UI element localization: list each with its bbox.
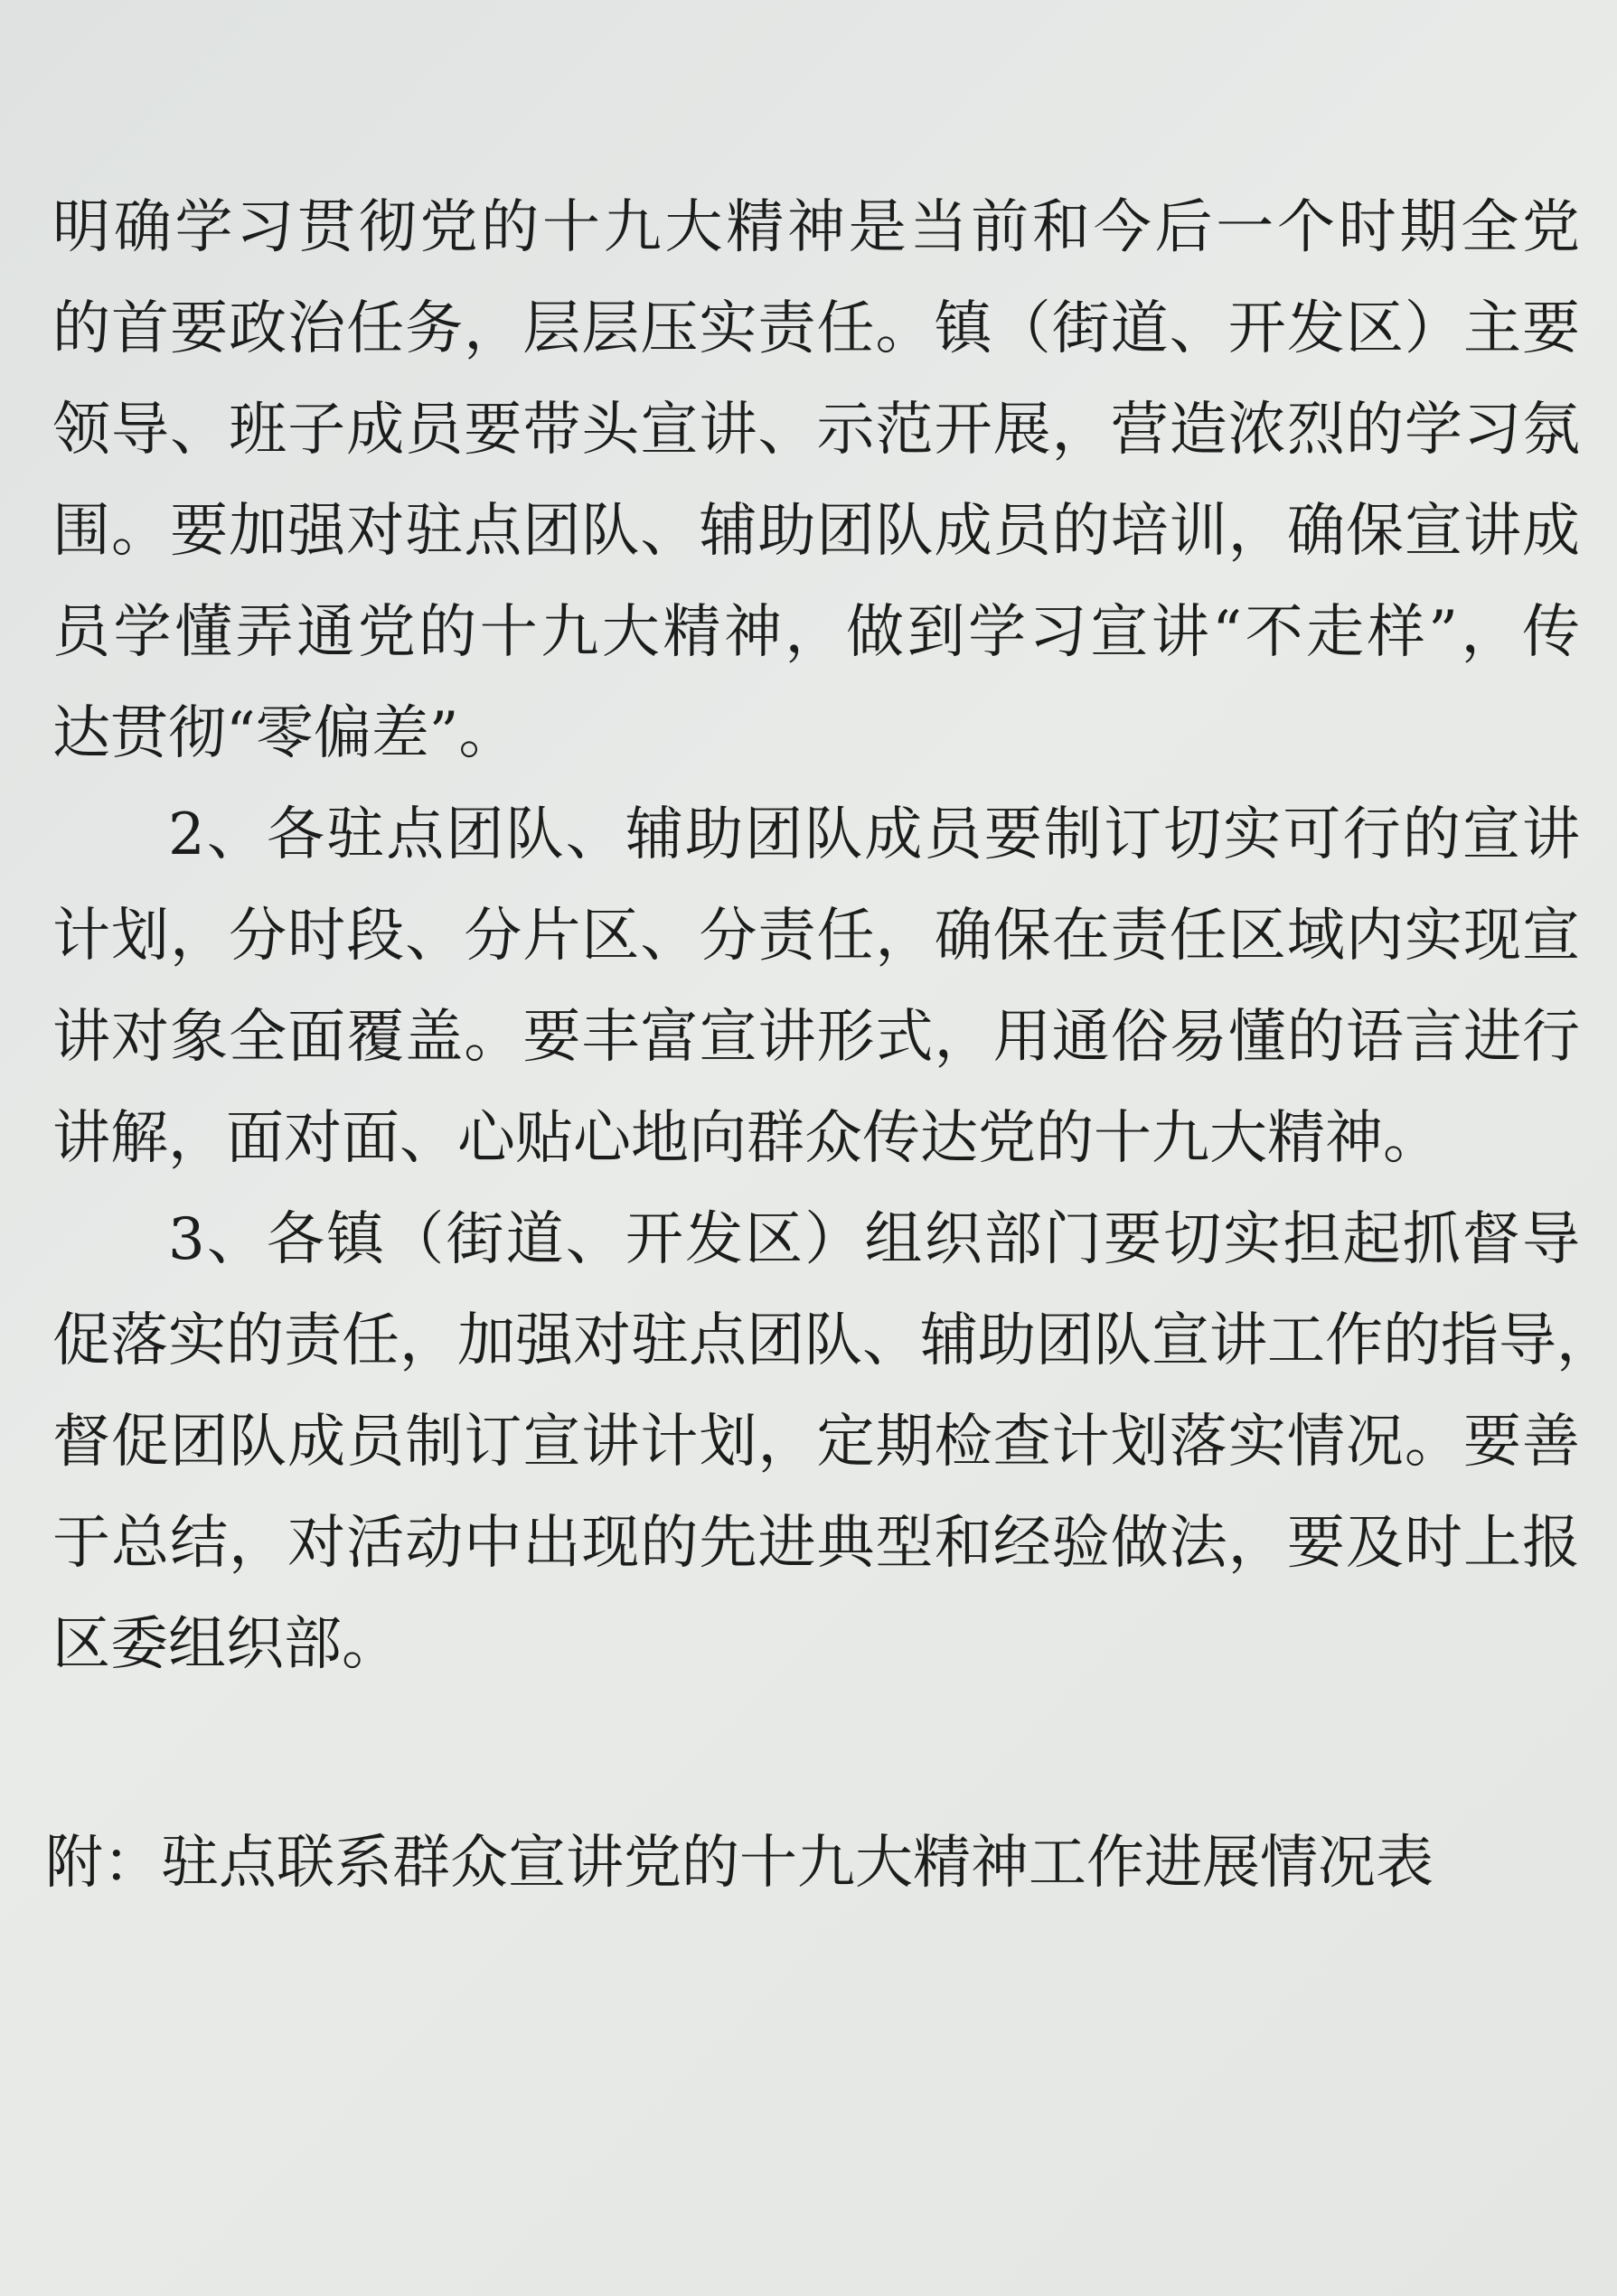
- text-line: 讲解，面对面、心贴心地向群众传达党的十九大精神。: [52, 1105, 1441, 1172]
- text-line: 领导、班子成员要带头宣讲、示范开展，营造浓烈的学习氛: [52, 397, 1580, 464]
- text-line: 讲对象全面覆盖。要丰富宣讲形式，用通俗易懂的语言进行: [52, 1004, 1580, 1071]
- text-line: 员学懂弄通党的十九大精神，做到学习宣讲“不走样”，传: [52, 599, 1580, 666]
- text-line: 3、各镇（街道、开发区）组织部门要切实担起抓督导: [168, 1206, 1580, 1273]
- body-text: [52, 177, 1614, 1695]
- text-line: 于总结，对活动中出现的先进典型和经验做法，要及时上报: [52, 1510, 1580, 1577]
- text-line: 督促团队成员制订宣讲计划，定期检查计划落实情况。要善: [52, 1409, 1580, 1476]
- text-line: 2、各驻点团队、辅助团队成员要制订切实可行的宣讲: [168, 801, 1580, 868]
- text-line: 促落实的责任，加强对驻点团队、辅助团队宣讲工作的指导，: [52, 1307, 1614, 1374]
- attachment-note: 附：驻点联系群众宣讲党的十九大精神工作进展情况表: [45, 1830, 1434, 1897]
- text-line: 区委组织部。: [52, 1611, 400, 1678]
- text-line: 的首要政治任务，层层压实责任。镇（街道、开发区）主要: [52, 295, 1580, 362]
- text-line: 计划，分时段、分片区、分责任，确保在责任区域内实现宣: [52, 903, 1580, 970]
- text-line: 达贯彻“零偏差”。: [52, 700, 517, 767]
- text-line: 明确学习贯彻党的十九大精神是当前和今后一个时期全党: [52, 194, 1580, 261]
- text-line: 围。要加强对驻点团队、辅助团队成员的培训，确保宣讲成: [52, 498, 1580, 565]
